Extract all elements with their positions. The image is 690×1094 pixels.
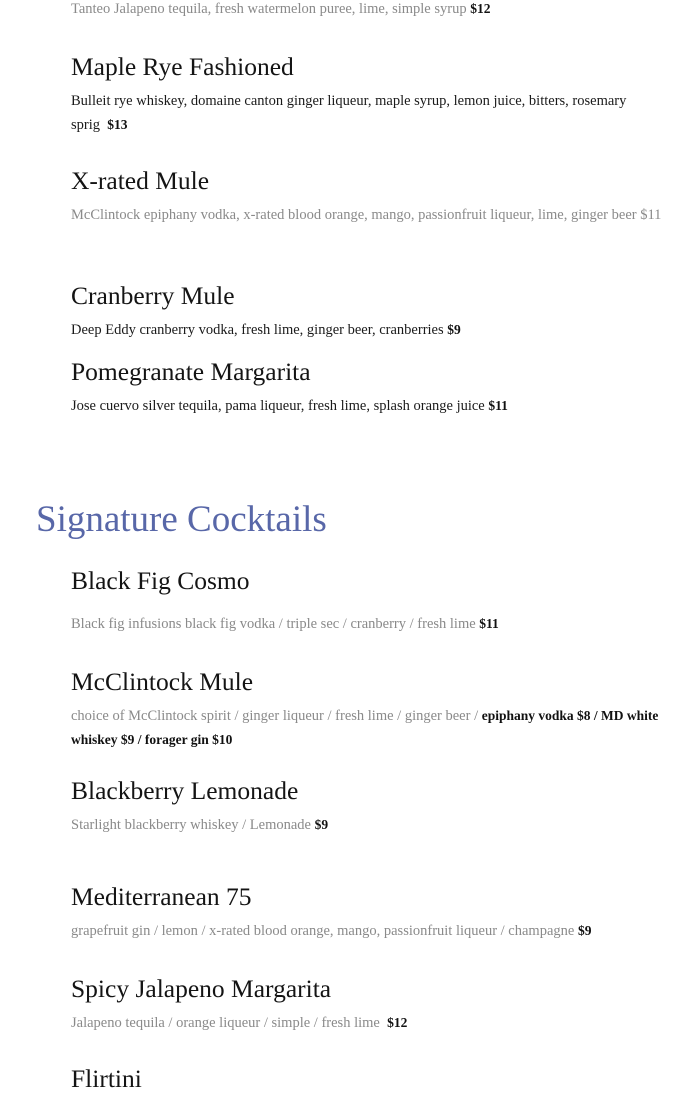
item-desc-text: McClintock epiphany vodka, x-rated blood orange, mango, passionfruit liqueur, lime, ginger beer <box>71 207 637 223</box>
menu-item-description <box>71 813 661 837</box>
menu-item-description <box>71 919 661 943</box>
item-desc-text: Black fig infusions black fig vodka / triple sec / cranberry / fresh lime <box>71 616 476 632</box>
item-desc-text: grapefruit gin / lemon / x-rated blood orange, mango, passionfruit liqueur / champagne <box>71 923 575 939</box>
item-desc-text: Starlight blackberry whiskey / Lemonade <box>71 817 311 833</box>
menu-item-description <box>71 203 663 227</box>
menu-item-description <box>71 704 661 752</box>
item-price: $11 <box>640 207 662 223</box>
item-price: $13 <box>107 117 128 132</box>
item-price: $9 <box>314 817 329 832</box>
item-price: $12 <box>387 1015 408 1030</box>
item-desc-text: Jose cuervo silver tequila, pama liqueur, fresh lime, splash orange juice <box>71 398 485 414</box>
item-price: $11 <box>479 616 499 631</box>
item-price: $11 <box>488 398 508 413</box>
menu-item-name: Spicy Jalapeno Margarita <box>71 974 332 1003</box>
menu-item-name: X-rated Mule <box>71 166 210 195</box>
menu-item-description <box>71 89 661 137</box>
item-price: epiphany vodka $8 / MD white whiskey $9 / forager gin $10 <box>71 708 659 747</box>
item-price: $12 <box>470 1 491 16</box>
item-desc-text: Bulleit rye whiskey, domaine canton ginger liqueur, maple syrup, lemon juice, bitters, rosemary sprig <box>71 93 627 133</box>
menu-item-name: Cranberry Mule <box>71 281 235 310</box>
menu-item-name: Maple Rye Fashioned <box>71 52 294 81</box>
menu-item-description <box>71 612 661 636</box>
menu-item-name: Black Fig Cosmo <box>71 566 250 595</box>
menu-item-description <box>71 318 661 342</box>
item-desc-text: choice of McClintock spirit / ginger liqueur / fresh lime / ginger beer / <box>71 708 479 724</box>
menu-item-description <box>71 1011 661 1035</box>
menu-item-description <box>71 0 661 21</box>
item-price: $9 <box>447 322 461 337</box>
item-desc-text: Tanteo Jalapeno tequila, fresh watermelon puree, lime, simple syrup <box>71 1 467 17</box>
menu-item-name: Blackberry Lemonade <box>71 776 299 805</box>
menu-item-name: Flirtini <box>71 1064 142 1093</box>
section-title: Signature Cocktails <box>36 499 327 540</box>
menu-item-name: McClintock Mule <box>71 667 254 696</box>
menu-item-name: Mediterranean 75 <box>71 882 252 911</box>
item-price: $9 <box>577 923 592 938</box>
item-desc-text: Deep Eddy cranberry vodka, fresh lime, ginger beer, cranberries <box>71 322 444 338</box>
menu-item-name: Pomegranate Margarita <box>71 357 311 386</box>
item-desc-text: Jalapeno tequila / orange liqueur / simple / fresh lime <box>71 1015 380 1031</box>
menu-item-description <box>71 394 661 418</box>
